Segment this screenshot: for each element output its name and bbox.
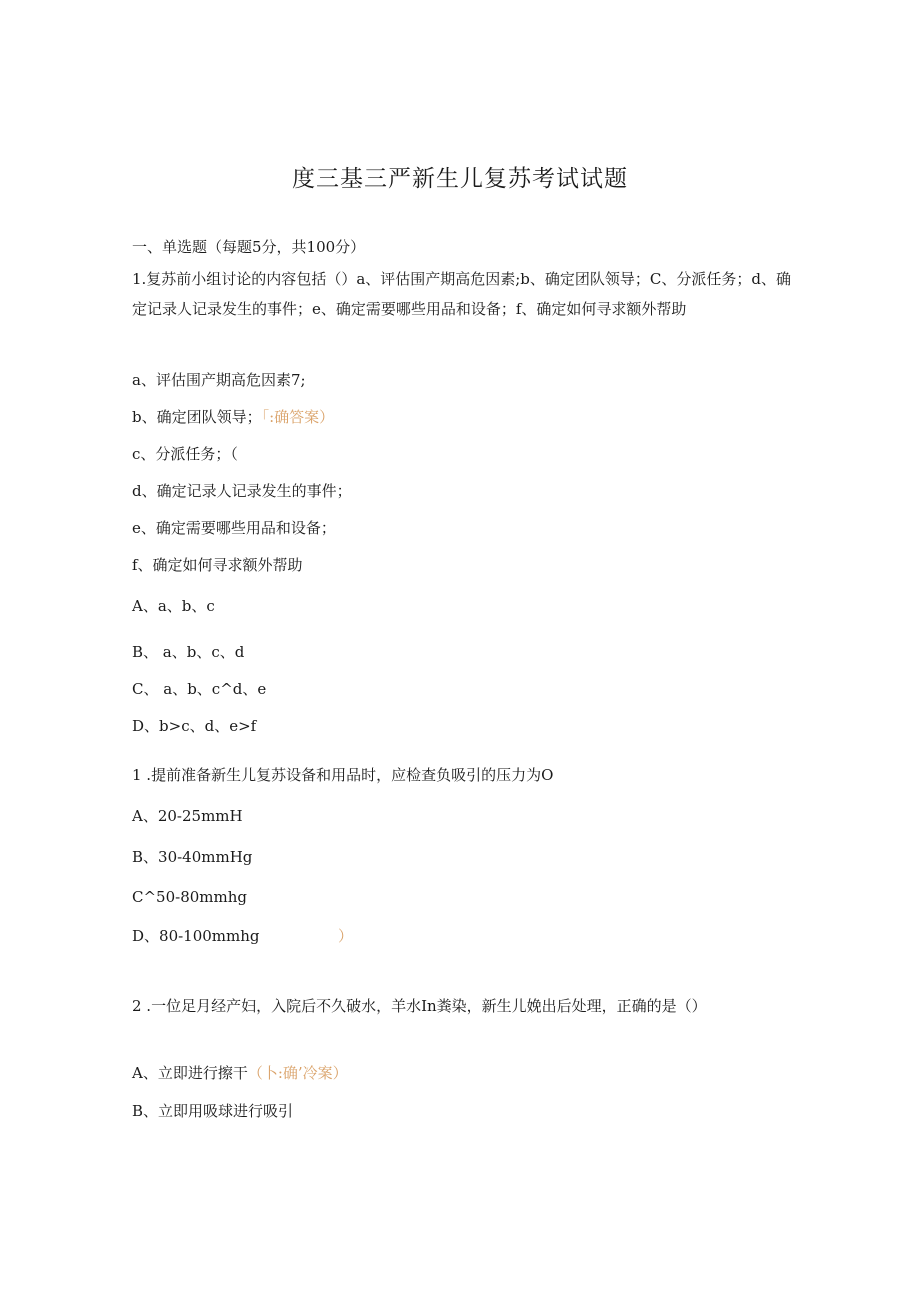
q1-item-c: c、分派任务；（	[132, 445, 238, 463]
page-title: 度三基三严新生儿复苏考试试题	[292, 166, 628, 192]
q1-item-e: e、确定需要哪些用品和设备；	[132, 519, 336, 537]
q3-option-a	[132, 1062, 348, 1084]
q1-option-a: A、a、b、c	[132, 597, 215, 615]
q2-answer-mark: ）	[338, 927, 354, 945]
q2-option-c: C^50-80mmhg	[132, 888, 247, 906]
q2-option-a: A、20-25mmH	[132, 807, 243, 825]
section-heading: 一、单选题（每题5分，共100分）	[132, 238, 366, 256]
q3-option-a-text: A、立即进行擦干	[132, 1064, 248, 1082]
q1-option-b: B、 a、b、c、d	[132, 643, 245, 661]
question-2-stem: 1 .提前准备新生儿复苏设备和用品时，应检查负吸引的压力为O	[132, 766, 554, 784]
q1-answer-mark: 「:确答案）	[261, 408, 335, 426]
q3-answer-mark: （卜:确’冷案）	[247, 1064, 348, 1082]
q1-item-a: a、评估围产期高危因素7;	[132, 371, 306, 389]
q2-option-b: B、30-40mmHg	[132, 848, 253, 866]
q1-item-b-text: b、确定团队领导；	[132, 408, 262, 426]
question-1-stem: 1.复苏前小组讨论的内容包括（）a、评估围产期高危因素;b、确定团队领导；C、分派任务；d、确定记录人记录发生的事件；e、确定需要哪些用品和设备；f、确定如何寻求额外帮助	[132, 270, 791, 318]
q1-item-b	[132, 406, 334, 428]
q1-item-d: d、确定记录人记录发生的事件；	[132, 482, 352, 500]
question-3-stem: 2 .一位足月经产妇，入院后不久破水，羊水In粪染，新生儿娩出后处理，正确的是（）	[132, 997, 707, 1015]
q3-option-b: B、立即用吸球进行吸引	[132, 1102, 294, 1120]
q2-option-d: D、80-100mmhg	[132, 927, 260, 945]
q1-option-d: D、b>c、d、e>f	[132, 717, 257, 735]
q1-option-c: C、 a、b、c^d、e	[132, 680, 267, 698]
q1-item-f: f、确定如何寻求额外帮助	[132, 556, 303, 574]
